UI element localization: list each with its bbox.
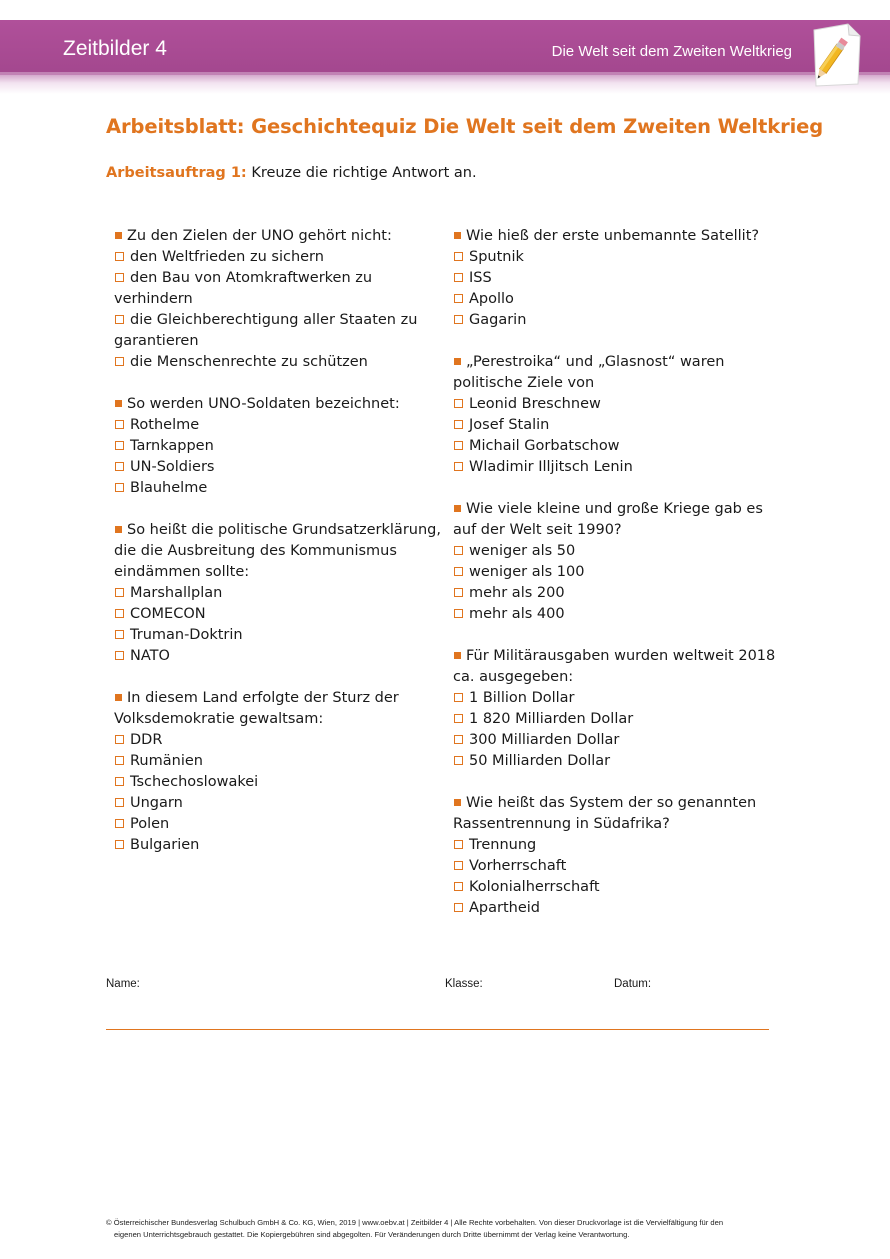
pencil-paper-icon bbox=[808, 22, 864, 88]
answer-option[interactable]: ISS bbox=[453, 268, 783, 289]
answer-option[interactable]: Marshallplan bbox=[114, 583, 444, 604]
checkbox-icon[interactable] bbox=[115, 651, 124, 660]
bullet-icon bbox=[454, 232, 461, 239]
quiz-column-left bbox=[114, 226, 444, 877]
header-brand: Zeitbilder 4 bbox=[63, 37, 167, 60]
bullet-icon bbox=[454, 799, 461, 806]
checkbox-icon[interactable] bbox=[115, 819, 124, 828]
question-text: In diesem Land erfolgte der Sturz der Volksdemokratie gewaltsam: bbox=[114, 690, 399, 727]
answer-option[interactable]: Apartheid bbox=[453, 898, 783, 919]
header-fade bbox=[0, 72, 890, 94]
bullet-icon bbox=[454, 652, 461, 659]
checkbox-icon[interactable] bbox=[115, 840, 124, 849]
answer-option[interactable]: Ungarn bbox=[114, 793, 444, 814]
answer-option[interactable]: DDR bbox=[114, 730, 444, 751]
question-text: So heißt die politische Grundsatzerklärung, die die Ausbreitung des Kommunismus eindämmen sollte: bbox=[114, 522, 441, 580]
signature-line bbox=[106, 1029, 769, 1030]
answer-option[interactable]: mehr als 200 bbox=[453, 583, 783, 604]
answer-option[interactable]: Leonid Breschnew bbox=[453, 394, 783, 415]
checkbox-icon[interactable] bbox=[454, 441, 463, 450]
question-violent-overthrow bbox=[114, 688, 444, 856]
answer-option[interactable]: mehr als 400 bbox=[453, 604, 783, 625]
copyright-footer bbox=[106, 1217, 806, 1241]
class-label: Klasse: bbox=[445, 978, 483, 990]
checkbox-icon[interactable] bbox=[115, 798, 124, 807]
task-text: Kreuze die richtige Antwort an. bbox=[246, 165, 477, 181]
answer-option[interactable]: Tarnkappen bbox=[114, 436, 444, 457]
question-text: So werden UNO-Soldaten bezeichnet: bbox=[127, 396, 400, 412]
answer-option[interactable]: den Weltfrieden zu sichern bbox=[114, 247, 444, 268]
checkbox-icon[interactable] bbox=[115, 252, 124, 261]
checkbox-icon[interactable] bbox=[454, 546, 463, 555]
checkbox-icon[interactable] bbox=[115, 630, 124, 639]
checkbox-icon[interactable] bbox=[454, 756, 463, 765]
checkbox-icon[interactable] bbox=[115, 483, 124, 492]
answer-option[interactable]: Wladimir Illjitsch Lenin bbox=[453, 457, 783, 478]
question-text: Wie viele kleine und große Kriege gab es auf der Welt seit 1990? bbox=[453, 501, 763, 538]
task-instruction bbox=[106, 165, 477, 181]
date-label: Datum: bbox=[614, 978, 652, 990]
question-text: Wie hieß der erste unbemannte Satellit? bbox=[466, 228, 760, 244]
checkbox-icon[interactable] bbox=[115, 357, 124, 366]
footer-line-2: eigenen Unterrichtsgebrauch gestattet. Die Kopiergebühren sind abgegolten. Für Veränderungen durch Dritte übernimmt der Verlag keine Verantwortung. bbox=[114, 1230, 630, 1239]
checkbox-icon[interactable] bbox=[454, 840, 463, 849]
answer-option[interactable]: Bulgarien bbox=[114, 835, 444, 856]
answer-option[interactable]: Vorherrschaft bbox=[453, 856, 783, 877]
answer-option[interactable]: Blauhelme bbox=[114, 478, 444, 499]
question-text: Wie heißt das System der so genannten Rassentrennung in Südafrika? bbox=[453, 795, 757, 832]
answer-option[interactable]: Kolonialherrschaft bbox=[453, 877, 783, 898]
name-label: Name: bbox=[106, 978, 140, 990]
question-text: „Perestroika“ und „Glasnost“ waren politische Ziele von bbox=[453, 354, 725, 391]
checkbox-icon[interactable] bbox=[115, 609, 124, 618]
checkbox-icon[interactable] bbox=[454, 462, 463, 471]
checkbox-icon[interactable] bbox=[115, 441, 124, 450]
question-text: Für Militärausgaben wurden weltweit 2018 ca. ausgegeben: bbox=[453, 648, 776, 685]
answer-option[interactable]: Gagarin bbox=[453, 310, 783, 331]
answer-option[interactable]: die Menschenrechte zu schützen bbox=[114, 352, 444, 373]
answer-option[interactable]: 1 820 Milliarden Dollar bbox=[453, 709, 783, 730]
checkbox-icon[interactable] bbox=[454, 315, 463, 324]
page-title: Arbeitsblatt: Geschichtequiz Die Welt seit dem Zweiten Weltkrieg bbox=[106, 115, 824, 138]
answer-option[interactable]: Apollo bbox=[453, 289, 783, 310]
checkbox-icon[interactable] bbox=[454, 420, 463, 429]
question-text: Zu den Zielen der UNO gehört nicht: bbox=[127, 228, 392, 244]
checkbox-icon[interactable] bbox=[454, 693, 463, 702]
checkbox-icon[interactable] bbox=[454, 252, 463, 261]
question-wars-since-1990 bbox=[453, 499, 783, 625]
checkbox-icon[interactable] bbox=[454, 882, 463, 891]
checkbox-icon[interactable] bbox=[454, 735, 463, 744]
checkbox-icon[interactable] bbox=[454, 588, 463, 597]
checkbox-icon[interactable] bbox=[454, 861, 463, 870]
bullet-icon bbox=[115, 400, 122, 407]
question-apartheid bbox=[453, 793, 783, 919]
checkbox-icon[interactable] bbox=[454, 294, 463, 303]
bullet-icon bbox=[115, 694, 122, 701]
checkbox-icon[interactable] bbox=[115, 462, 124, 471]
checkbox-icon[interactable] bbox=[454, 903, 463, 912]
answer-option[interactable]: Rothelme bbox=[114, 415, 444, 436]
bullet-icon bbox=[454, 358, 461, 365]
bullet-icon bbox=[454, 505, 461, 512]
checkbox-icon[interactable] bbox=[115, 756, 124, 765]
checkbox-icon[interactable] bbox=[115, 420, 124, 429]
question-perestroika bbox=[453, 352, 783, 478]
question-satellite bbox=[453, 226, 783, 331]
checkbox-icon[interactable] bbox=[115, 273, 124, 282]
answer-option[interactable]: Polen bbox=[114, 814, 444, 835]
answer-option[interactable]: Tschechoslowakei bbox=[114, 772, 444, 793]
question-uno-goals bbox=[114, 226, 444, 373]
answer-option[interactable]: Sputnik bbox=[453, 247, 783, 268]
checkbox-icon[interactable] bbox=[454, 567, 463, 576]
answer-option[interactable]: weniger als 100 bbox=[453, 562, 783, 583]
answer-option[interactable]: Truman-Doktrin bbox=[114, 625, 444, 646]
answer-option[interactable]: Trennung bbox=[453, 835, 783, 856]
bullet-icon bbox=[115, 526, 122, 533]
question-containment bbox=[114, 520, 444, 667]
question-un-soldiers bbox=[114, 394, 444, 499]
answer-option[interactable]: 300 Milliarden Dollar bbox=[453, 730, 783, 751]
answer-option[interactable]: NATO bbox=[114, 646, 444, 667]
header-subtitle: Die Welt seit dem Zweiten Weltkrieg bbox=[551, 43, 792, 60]
answer-option[interactable]: weniger als 50 bbox=[453, 541, 783, 562]
checkbox-icon[interactable] bbox=[115, 315, 124, 324]
answer-option[interactable]: UN-Soldiers bbox=[114, 457, 444, 478]
quiz-column-right bbox=[453, 226, 783, 940]
answer-option[interactable]: die Gleichberechtigung aller Staaten zu garantieren bbox=[114, 312, 418, 349]
checkbox-icon[interactable] bbox=[115, 588, 124, 597]
checkbox-icon[interactable] bbox=[454, 273, 463, 282]
bullet-icon bbox=[115, 232, 122, 239]
answer-option[interactable]: Rumänien bbox=[114, 751, 444, 772]
question-military-spending bbox=[453, 646, 783, 772]
answer-option[interactable]: Josef Stalin bbox=[453, 415, 783, 436]
footer-line-1: © Österreichischer Bundesverlag Schulbuch GmbH & Co. KG, Wien, 2019 | www.oebv.at | Zeitbilder 4 | Alle Rechte vorbehalten. Von dieser Druckvorlage ist die Vervielfältigung für den bbox=[106, 1218, 724, 1227]
checkbox-icon[interactable] bbox=[115, 735, 124, 744]
answer-option[interactable]: COMECON bbox=[114, 604, 444, 625]
answer-option[interactable]: Michail Gorbatschow bbox=[453, 436, 783, 457]
checkbox-icon[interactable] bbox=[454, 714, 463, 723]
checkbox-icon[interactable] bbox=[454, 609, 463, 618]
checkbox-icon[interactable] bbox=[454, 399, 463, 408]
checkbox-icon[interactable] bbox=[115, 777, 124, 786]
answer-option[interactable]: den Bau von Atomkraftwerken zu verhindern bbox=[114, 270, 373, 307]
answer-option[interactable]: 50 Milliarden Dollar bbox=[453, 751, 783, 772]
task-label: Arbeitsauftrag 1: bbox=[106, 165, 247, 181]
answer-option[interactable]: 1 Billion Dollar bbox=[453, 688, 783, 709]
